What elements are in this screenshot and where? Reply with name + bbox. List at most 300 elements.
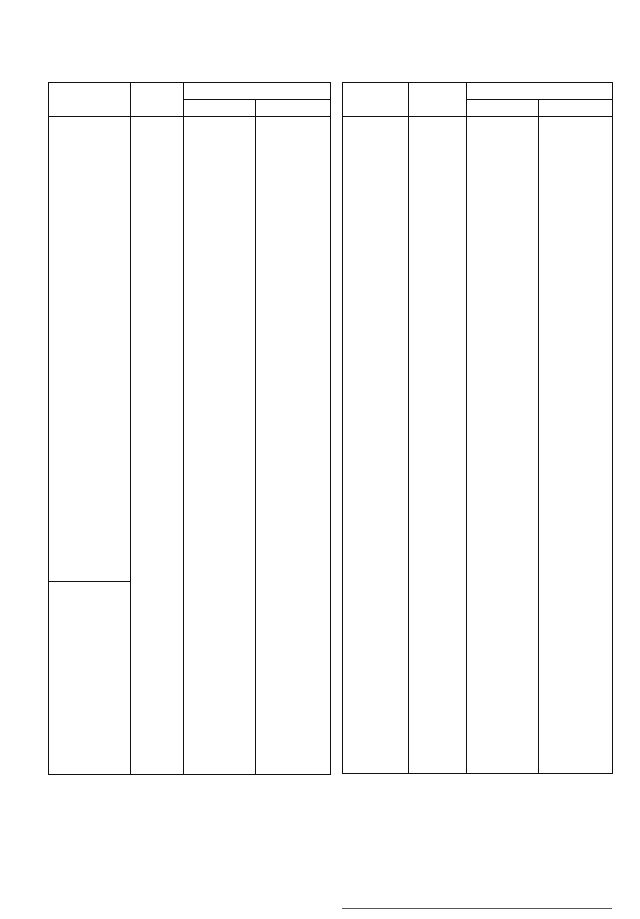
point-cell [131,630,184,646]
sector-cell [49,261,131,277]
y-coordinate-cell [539,453,613,469]
y-coordinate-cell [256,469,331,485]
table-row [49,565,331,582]
point-cell [409,389,467,405]
sector-cell [49,501,131,517]
sector-cell [343,405,409,421]
x-coordinate-cell [184,309,256,325]
table-row [49,549,331,565]
x-coordinate-cell [184,517,256,533]
x-coordinate-cell [184,710,256,726]
sector-cell [49,549,131,565]
point-cell [409,437,467,453]
header-points [131,83,184,117]
x-coordinate-cell [467,133,539,149]
sector-cell [343,389,409,405]
sector-cell [49,582,131,614]
x-coordinate-cell [184,453,256,469]
sector-cell [49,309,131,325]
table-row [49,261,331,277]
point-cell [409,549,467,565]
y-coordinate-cell [539,197,613,213]
x-coordinate-cell [184,582,256,598]
x-coordinate-cell [467,373,539,389]
x-coordinate-cell [184,213,256,229]
point-cell [131,742,184,758]
header-x [184,100,256,117]
header-y [256,100,331,117]
sector-cell [343,117,409,134]
table-row [343,421,613,437]
table-row [343,437,613,453]
y-coordinate-cell [539,133,613,149]
x-coordinate-cell [184,197,256,213]
sector-cell [343,149,409,165]
y-coordinate-cell [539,725,613,741]
y-coordinate-cell [256,229,331,245]
y-coordinate-cell [256,357,331,373]
table-row [49,582,331,598]
table-row [49,469,331,485]
y-coordinate-cell [256,501,331,517]
point-cell [409,421,467,437]
sector-cell [343,181,409,197]
y-coordinate-cell [539,325,613,341]
table-row [343,453,613,469]
y-coordinate-cell [539,309,613,325]
header-x [467,100,539,117]
table-row [49,614,331,630]
table-row [49,197,331,213]
table-row [343,629,613,645]
y-coordinate-cell [256,421,331,437]
y-coordinate-cell [539,229,613,245]
y-coordinate-cell [539,533,613,549]
x-coordinate-cell [184,149,256,165]
sector-cell [49,453,131,469]
point-cell [131,517,184,533]
table-row [49,325,331,341]
y-coordinate-cell [256,117,331,134]
y-coordinate-cell [256,453,331,469]
sector-cell [49,630,131,646]
y-coordinate-cell [539,245,613,261]
coordinates-table-right [342,82,613,774]
x-coordinate-cell [184,245,256,261]
sector-cell [49,662,131,678]
x-coordinate-cell [467,277,539,293]
x-coordinate-cell [184,277,256,293]
table-row [343,469,613,485]
table-row [343,341,613,357]
point-cell [409,165,467,181]
sector-cell [343,309,409,325]
point-cell [131,373,184,389]
point-cell [131,405,184,421]
table-row [343,293,613,309]
table-row [49,742,331,758]
point-cell [131,245,184,261]
table-row [343,373,613,389]
sector-cell [49,357,131,373]
x-coordinate-cell [184,549,256,565]
point-cell [409,261,467,277]
left-table-body [49,117,331,775]
point-cell [409,645,467,661]
point-cell [409,565,467,581]
x-coordinate-cell [467,437,539,453]
y-coordinate-cell [256,598,331,614]
sector-cell [343,597,409,613]
point-cell [409,469,467,485]
y-coordinate-cell [539,405,613,421]
sector-cell [49,165,131,181]
point-cell [131,710,184,726]
x-coordinate-cell [467,517,539,533]
sector-cell [343,629,409,645]
header-points [409,83,467,117]
x-coordinate-cell [184,694,256,710]
x-coordinate-cell [184,533,256,549]
table-row [49,181,331,197]
x-coordinate-cell [184,357,256,373]
point-cell [409,245,467,261]
point-cell [409,229,467,245]
x-coordinate-cell [467,501,539,517]
table-row [343,165,613,181]
table-row [343,389,613,405]
sector-cell [49,149,131,165]
point-cell [409,149,467,165]
x-coordinate-cell [184,389,256,405]
x-coordinate-cell [184,229,256,245]
y-coordinate-cell [539,149,613,165]
header-coordinates [467,83,613,100]
x-coordinate-cell [467,709,539,725]
table-row [49,213,331,229]
y-coordinate-cell [256,662,331,678]
table-row [343,133,613,149]
y-coordinate-cell [539,421,613,437]
y-coordinate-cell [539,485,613,501]
table-row [49,341,331,357]
table-row [49,646,331,662]
y-coordinate-cell [256,726,331,742]
y-coordinate-cell [256,309,331,325]
y-coordinate-cell [539,181,613,197]
x-coordinate-cell [467,197,539,213]
point-cell [409,613,467,629]
table-row [49,501,331,517]
x-coordinate-cell [467,149,539,165]
x-coordinate-cell [467,613,539,629]
y-coordinate-cell [256,565,331,582]
y-coordinate-cell [256,277,331,293]
table-row [49,694,331,710]
x-coordinate-cell [467,245,539,261]
point-cell [131,726,184,742]
coordinates-table-left [48,82,331,775]
x-coordinate-cell [467,181,539,197]
point-cell [131,277,184,293]
table-row [49,421,331,437]
point-cell [409,197,467,213]
y-coordinate-cell [539,597,613,613]
point-cell [131,341,184,357]
point-cell [131,758,184,775]
x-coordinate-cell [467,389,539,405]
x-coordinate-cell [184,726,256,742]
y-coordinate-cell [539,165,613,181]
sector-cell [49,565,131,582]
point-cell [131,437,184,453]
y-coordinate-cell [539,501,613,517]
x-coordinate-cell [184,758,256,775]
x-coordinate-cell [467,757,539,774]
sector-cell [49,341,131,357]
point-cell [409,341,467,357]
x-coordinate-cell [184,421,256,437]
x-coordinate-cell [184,373,256,389]
table-row [49,662,331,678]
sector-cell [49,517,131,533]
table-row [49,149,331,165]
point-cell [409,501,467,517]
y-coordinate-cell [256,694,331,710]
sector-cell [343,757,409,774]
point-cell [131,598,184,614]
header-coordinates [184,83,331,100]
sector-cell [343,437,409,453]
table-row [343,181,613,197]
table-row [49,373,331,389]
y-coordinate-cell [539,261,613,277]
x-coordinate-cell [184,662,256,678]
table-row [343,229,613,245]
sector-cell [343,133,409,149]
y-coordinate-cell [539,661,613,677]
table-row [49,389,331,405]
sector-cell [343,485,409,501]
sector-cell [49,213,131,229]
sector-cell [343,661,409,677]
x-coordinate-cell [467,293,539,309]
y-coordinate-cell [539,645,613,661]
table-row [343,197,613,213]
y-coordinate-cell [539,373,613,389]
x-coordinate-cell [467,741,539,757]
sector-cell [343,501,409,517]
x-coordinate-cell [184,181,256,197]
table-row [343,757,613,774]
sector-cell [49,646,131,662]
point-cell [409,517,467,533]
table-row [343,357,613,373]
x-coordinate-cell [184,565,256,582]
y-coordinate-cell [256,133,331,149]
point-cell [409,357,467,373]
point-cell [409,293,467,309]
y-coordinate-cell [539,565,613,581]
y-coordinate-cell [256,678,331,694]
sector-cell [343,245,409,261]
x-coordinate-cell [467,549,539,565]
y-coordinate-cell [539,277,613,293]
x-coordinate-cell [467,325,539,341]
table-row [343,645,613,661]
point-cell [131,694,184,710]
sector-cell [49,694,131,710]
x-coordinate-cell [467,357,539,373]
sector-cell [49,245,131,261]
y-coordinate-cell [256,758,331,775]
table-row [49,165,331,181]
y-coordinate-cell [539,341,613,357]
sector-cell [343,725,409,741]
x-coordinate-cell [467,405,539,421]
table-row [49,630,331,646]
table-row [49,678,331,694]
sector-cell [343,213,409,229]
sector-cell [49,485,131,501]
y-coordinate-cell [256,582,331,598]
table-row [343,149,613,165]
y-coordinate-cell [539,581,613,597]
sector-cell [343,517,409,533]
sector-cell [343,165,409,181]
y-coordinate-cell [256,341,331,357]
point-cell [131,165,184,181]
sector-cell [49,710,131,726]
point-cell [409,117,467,134]
sector-cell [343,453,409,469]
sector-cell [49,325,131,341]
x-coordinate-cell [467,677,539,693]
point-cell [131,662,184,678]
sector-cell [343,581,409,597]
point-cell [409,581,467,597]
sector-cell [343,677,409,693]
sector-cell [343,373,409,389]
y-coordinate-cell [256,405,331,421]
sector-cell [49,293,131,309]
table-row [49,245,331,261]
table-row [343,741,613,757]
point-cell [409,629,467,645]
y-coordinate-cell [256,165,331,181]
table-row [343,213,613,229]
sector-cell [49,117,131,134]
x-coordinate-cell [467,309,539,325]
x-coordinate-cell [467,261,539,277]
table-row [49,293,331,309]
table-row [343,245,613,261]
y-coordinate-cell [256,646,331,662]
point-cell [131,117,184,134]
x-coordinate-cell [467,597,539,613]
table-row [343,613,613,629]
sector-cell [49,533,131,549]
x-coordinate-cell [184,405,256,421]
y-coordinate-cell [256,533,331,549]
y-coordinate-cell [539,437,613,453]
x-coordinate-cell [184,501,256,517]
sector-cell [343,533,409,549]
x-coordinate-cell [184,614,256,630]
x-coordinate-cell [467,421,539,437]
point-cell [131,149,184,165]
sector-cell [49,181,131,197]
sector-cell [49,758,131,775]
y-coordinate-cell [256,197,331,213]
x-coordinate-cell [184,325,256,341]
point-cell [131,469,184,485]
table-row [49,710,331,726]
point-cell [131,485,184,501]
sector-cell [343,709,409,725]
point-cell [131,614,184,630]
x-coordinate-cell [467,533,539,549]
sector-cell [343,261,409,277]
point-cell [409,133,467,149]
header-sector [343,83,409,117]
y-coordinate-cell [539,469,613,485]
point-cell [131,357,184,373]
y-coordinate-cell [539,629,613,645]
point-cell [409,373,467,389]
point-cell [409,213,467,229]
table-row [49,726,331,742]
table-row [343,325,613,341]
y-coordinate-cell [256,261,331,277]
y-coordinate-cell [256,630,331,646]
point-cell [409,277,467,293]
table-row [49,485,331,501]
table-row [343,693,613,709]
y-coordinate-cell [539,741,613,757]
point-cell [131,293,184,309]
y-coordinate-cell [539,709,613,725]
point-cell [131,325,184,341]
sector-cell [49,133,131,149]
sector-cell [49,373,131,389]
point-cell [131,309,184,325]
table-row [343,725,613,741]
x-coordinate-cell [184,117,256,134]
sector-cell [343,229,409,245]
y-coordinate-cell [256,245,331,261]
x-coordinate-cell [184,485,256,501]
point-cell [409,709,467,725]
x-coordinate-cell [184,165,256,181]
table-row [343,261,613,277]
table-row [49,117,331,134]
sector-cell [49,229,131,245]
sector-cell [49,405,131,421]
point-cell [131,453,184,469]
point-cell [131,181,184,197]
y-coordinate-cell [539,693,613,709]
table-row [49,758,331,775]
y-coordinate-cell [539,213,613,229]
table-row [49,533,331,549]
sector-cell [49,277,131,293]
y-coordinate-cell [539,517,613,533]
sector-cell [49,742,131,758]
sector-cell [343,565,409,581]
sector-cell [343,741,409,757]
table-row [343,117,613,134]
